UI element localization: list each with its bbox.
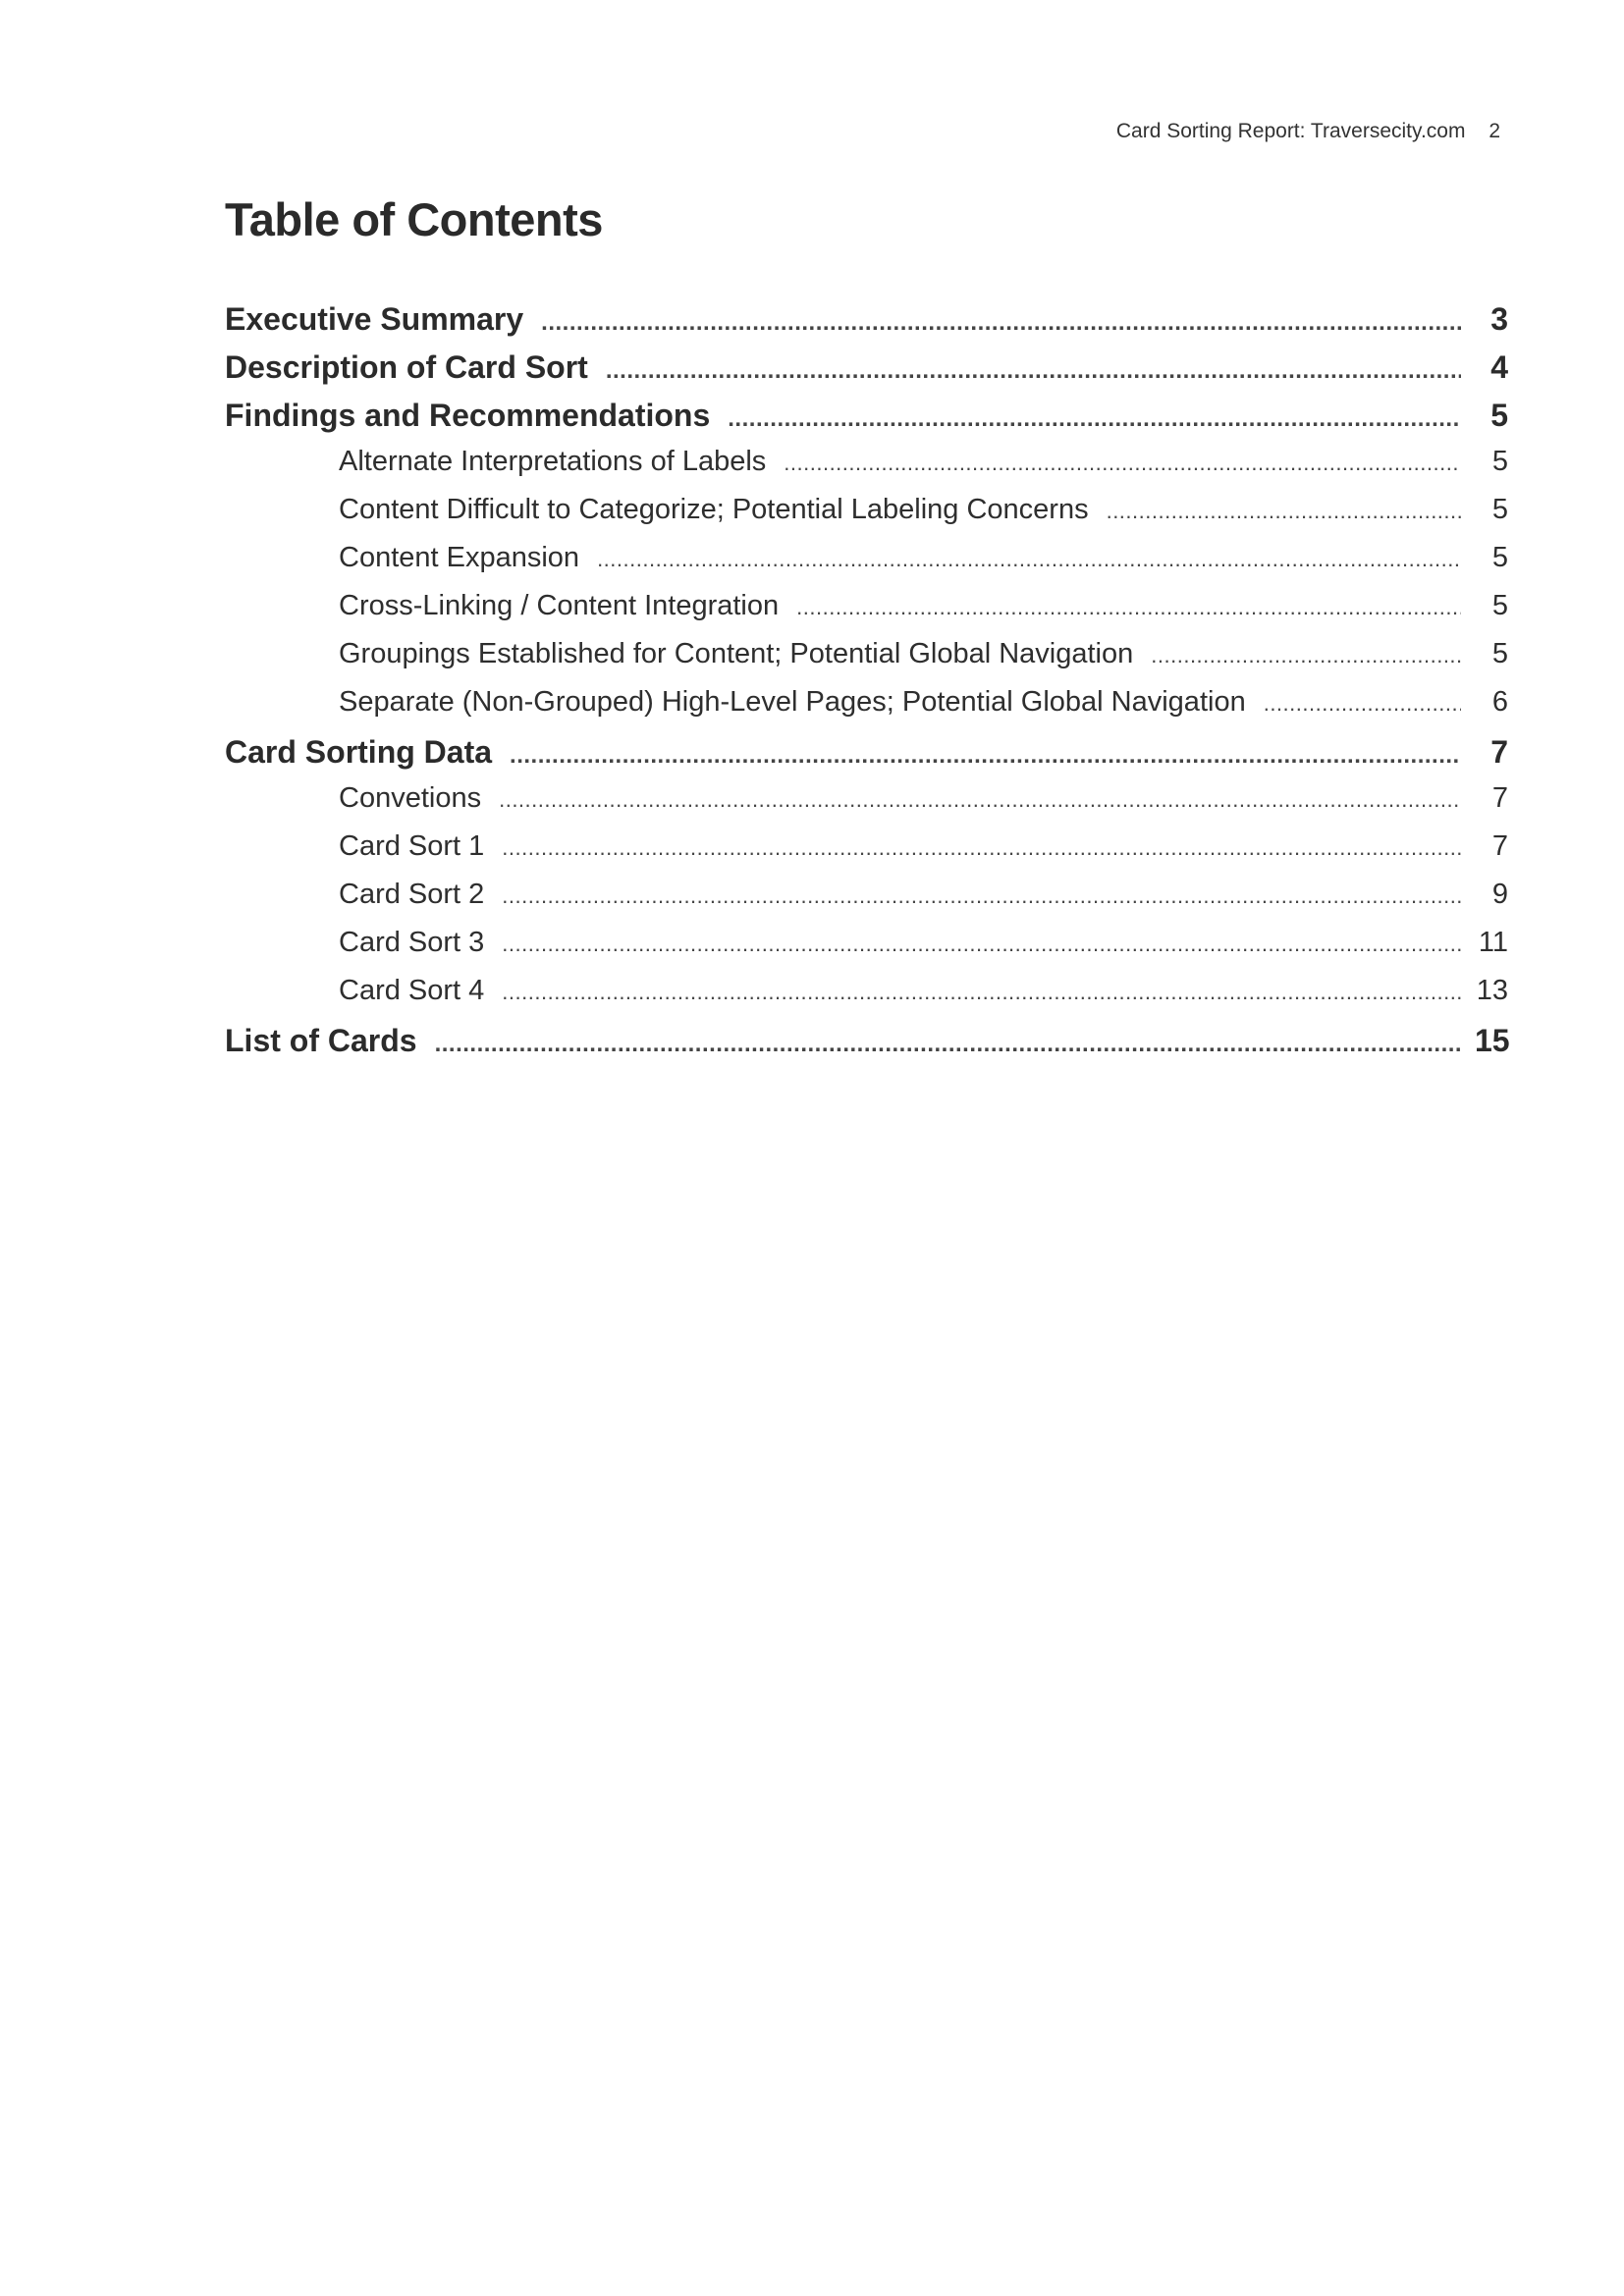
toc-entry[interactable] <box>225 1023 1508 1071</box>
toc-entry-label: Cross-Linking / Content Integration <box>339 590 780 621</box>
dot-leader <box>796 595 1461 620</box>
dot-leader <box>541 309 1461 337</box>
toc-entry-label: Groupings Established for Content; Potential Global Navigation <box>339 638 1134 669</box>
toc-subentry[interactable] <box>225 830 1508 879</box>
dot-leader <box>502 932 1461 957</box>
toc-entry-page: 5 <box>1491 542 1508 573</box>
toc-subentry[interactable] <box>225 782 1508 830</box>
toc-entry[interactable] <box>225 301 1508 349</box>
toc-entry-label: Alternate Interpretations of Labels <box>339 446 767 477</box>
dot-leader <box>1151 643 1461 668</box>
toc-entry-page: 9 <box>1491 879 1508 910</box>
toc-entry-label: Convetions <box>339 782 482 814</box>
toc-subentry[interactable] <box>225 975 1508 1023</box>
toc-entry-page: 5 <box>1491 494 1508 525</box>
toc-entry-label: Card Sort 2 <box>339 879 485 910</box>
page-title: Table of Contents <box>225 193 603 245</box>
dot-leader <box>1264 691 1461 717</box>
toc-subentry[interactable] <box>225 927 1508 975</box>
table-of-contents <box>225 301 1508 1071</box>
dot-leader <box>435 1031 1461 1058</box>
toc-subentry[interactable] <box>225 590 1508 638</box>
toc-entry-page: 5 <box>1491 590 1508 621</box>
toc-entry-page: 4 <box>1490 349 1508 385</box>
toc-subentry[interactable] <box>225 638 1508 686</box>
toc-entry-label: Separate (Non-Grouped) High-Level Pages; Potential Global Navigation <box>339 686 1246 718</box>
dot-leader <box>499 787 1461 813</box>
toc-entry-page: 5 <box>1491 638 1508 669</box>
toc-entry-label: Card Sort 1 <box>339 830 485 862</box>
dot-leader <box>1107 499 1461 524</box>
toc-entry-page: 15 <box>1475 1023 1510 1058</box>
toc-subentry[interactable] <box>225 879 1508 927</box>
dot-leader <box>784 451 1461 476</box>
toc-entry-page: 13 <box>1476 975 1508 1006</box>
toc-entry-page: 11 <box>1478 927 1508 958</box>
toc-entry[interactable] <box>225 398 1508 446</box>
toc-entry-label: Content Difficult to Categorize; Potential Labeling Concerns <box>339 494 1089 525</box>
toc-entry-page: 6 <box>1491 686 1508 718</box>
toc-entry-page: 7 <box>1490 734 1508 770</box>
toc-entry-page: 5 <box>1490 398 1508 433</box>
dot-leader <box>728 405 1461 433</box>
dot-leader <box>510 742 1461 770</box>
toc-subentry[interactable] <box>225 542 1508 590</box>
toc-entry-page: 7 <box>1491 830 1508 862</box>
toc-entry-page: 7 <box>1491 782 1508 814</box>
toc-entry-label: Card Sorting Data <box>225 734 493 770</box>
toc-entry-label: List of Cards <box>225 1023 417 1058</box>
toc-entry-label: Card Sort 4 <box>339 975 485 1006</box>
running-title: Card Sorting Report: Traversecity.com <box>1115 120 1466 142</box>
toc-entry-label: Content Expansion <box>339 542 580 573</box>
toc-entry-page: 3 <box>1490 301 1508 337</box>
toc-entry-label: Card Sort 3 <box>339 927 485 958</box>
toc-entry[interactable] <box>225 734 1508 782</box>
toc-subentry[interactable] <box>225 446 1508 494</box>
toc-entry-label: Executive Summary <box>225 301 524 337</box>
toc-entry[interactable] <box>225 349 1508 398</box>
dot-leader <box>502 883 1461 909</box>
toc-subentry[interactable] <box>225 494 1508 542</box>
dot-leader <box>597 547 1461 572</box>
toc-entry-label: Findings and Recommendations <box>225 398 711 433</box>
page-number: 2 <box>1489 120 1500 142</box>
running-header <box>1116 120 1500 143</box>
toc-entry-page: 5 <box>1491 446 1508 477</box>
dot-leader <box>502 980 1461 1005</box>
toc-entry-label: Description of Card Sort <box>225 349 588 385</box>
toc-subentry[interactable] <box>225 686 1508 734</box>
dot-leader <box>502 835 1461 861</box>
dot-leader <box>606 357 1461 385</box>
